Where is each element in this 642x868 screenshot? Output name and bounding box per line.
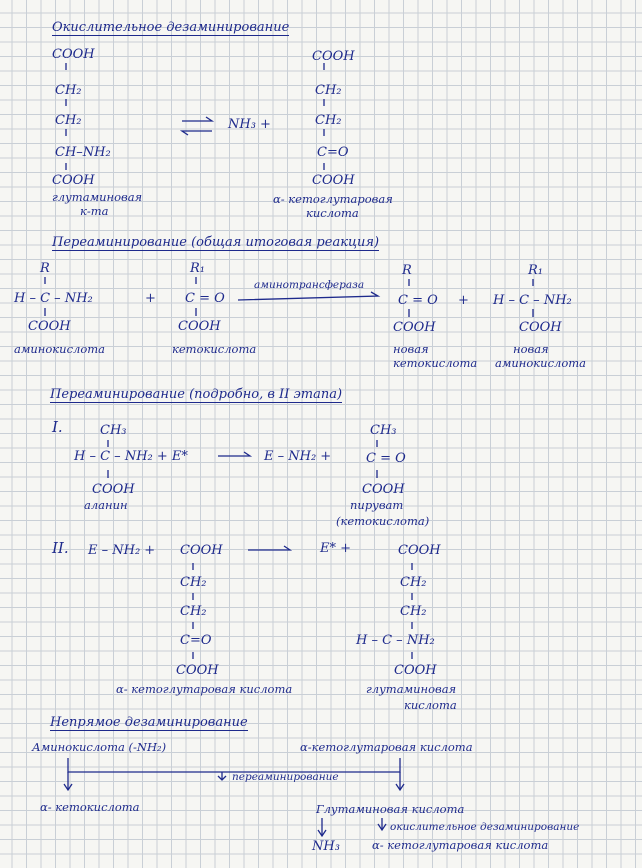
plus-sign: +	[458, 293, 469, 308]
formula-row: COOH	[52, 173, 95, 188]
formula-row: CH₃	[100, 423, 127, 438]
section-title-oxidative-deamination: Окислительное дезаминирование	[52, 20, 290, 35]
formula-row: COOH	[92, 482, 135, 497]
compound-name: аланин	[84, 498, 128, 512]
formula-row: R	[402, 263, 412, 278]
scheme-label: Глутаминовая кислота	[316, 802, 465, 816]
formula-row: R₁	[190, 261, 205, 276]
scheme-label: α- кетокислота	[40, 800, 140, 814]
formula-row: H – C – NH₂	[493, 293, 572, 308]
section-title-transamination-overall: Переаминирование (общая итоговая реакция)	[52, 235, 380, 250]
formula-row: COOH	[393, 320, 436, 335]
compound-name: новая	[393, 342, 429, 356]
formula-row: CH₂	[180, 575, 207, 590]
formula-row: COOH	[312, 49, 355, 64]
formula-row: COOH	[398, 543, 441, 558]
section-title-indirect-deamination: Непрямое дезаминирование	[50, 715, 248, 730]
formula-row: COOH	[519, 320, 562, 335]
formula-row: CH₂	[315, 113, 342, 128]
reaction-product: E* +	[320, 541, 352, 556]
formula-row: R₁	[528, 263, 543, 278]
formula-row: COOH	[362, 482, 405, 497]
scheme-label: α-кетоглутаровая кислота	[300, 740, 473, 754]
compound-name: новая	[513, 342, 549, 356]
formula-row: C=O	[317, 145, 349, 160]
formula-row: CH₂	[180, 604, 207, 619]
formula-row: C = O	[366, 451, 406, 466]
scheme-label: Аминокислота (-NH₂)	[32, 740, 167, 754]
formula-row: CH–NH₂	[55, 145, 111, 160]
section-title-transamination-detail: Переаминирование (подробно, в II этапа)	[50, 387, 343, 402]
formula-row: COOH	[28, 319, 71, 334]
formula-row: CH₂	[400, 604, 427, 619]
formula-row: C = O	[185, 291, 225, 306]
compound-name: кислота	[306, 206, 359, 220]
formula-row: H – C – NH₂	[14, 291, 93, 306]
compound-name: пируват	[350, 498, 404, 512]
scheme-label: переаминирование	[232, 771, 339, 783]
reaction-product: E – NH₂ +	[264, 449, 332, 464]
reaction-product: NH₃ +	[228, 117, 271, 132]
plus-sign: +	[145, 291, 156, 306]
compound-name: α- кетоглутаровая	[273, 192, 393, 206]
step-label: II.	[52, 539, 69, 557]
formula-row: H – C – NH₂ + E*	[74, 449, 188, 464]
compound-name: глутаминовая	[366, 682, 457, 696]
compound-name: кислота	[404, 698, 457, 712]
scheme-label: NH₃	[312, 839, 340, 854]
compound-name: аминокислота	[495, 356, 587, 370]
compound-name: глутаминовая	[52, 190, 143, 204]
compound-name: кетокислота	[172, 342, 257, 356]
compound-name: кетокислота	[393, 356, 478, 370]
formula-row: CH₃	[370, 423, 397, 438]
formula-row: C = O	[398, 293, 438, 308]
formula-row: COOH	[180, 543, 223, 558]
scheme-label: окислительное дезаминирование	[390, 821, 580, 833]
formula-row: CH₂	[55, 83, 82, 98]
formula-row: R	[40, 261, 50, 276]
formula-row: COOH	[176, 663, 219, 678]
formula-row: COOH	[312, 173, 355, 188]
formula-row: CH₂	[400, 575, 427, 590]
formula-row: COOH	[394, 663, 437, 678]
reaction-reactant: E – NH₂ +	[88, 543, 156, 558]
formula-row: C=O	[180, 633, 212, 648]
scheme-label: α- кетоглутаровая кислота	[372, 838, 549, 852]
formula-row: COOH	[52, 47, 95, 62]
compound-name: α- кетоглутаровая кислота	[116, 682, 293, 696]
compound-name: (кетокислота)	[336, 514, 430, 528]
enzyme-label: аминотрансфераза	[254, 279, 365, 291]
formula-row: CH₂	[55, 113, 82, 128]
formula-row: H – C – NH₂	[356, 633, 435, 648]
formula-row: CH₂	[315, 83, 342, 98]
compound-name: к-та	[80, 204, 109, 218]
formula-row: COOH	[178, 319, 221, 334]
step-label: I.	[52, 418, 63, 436]
compound-name: аминокислота	[14, 342, 106, 356]
